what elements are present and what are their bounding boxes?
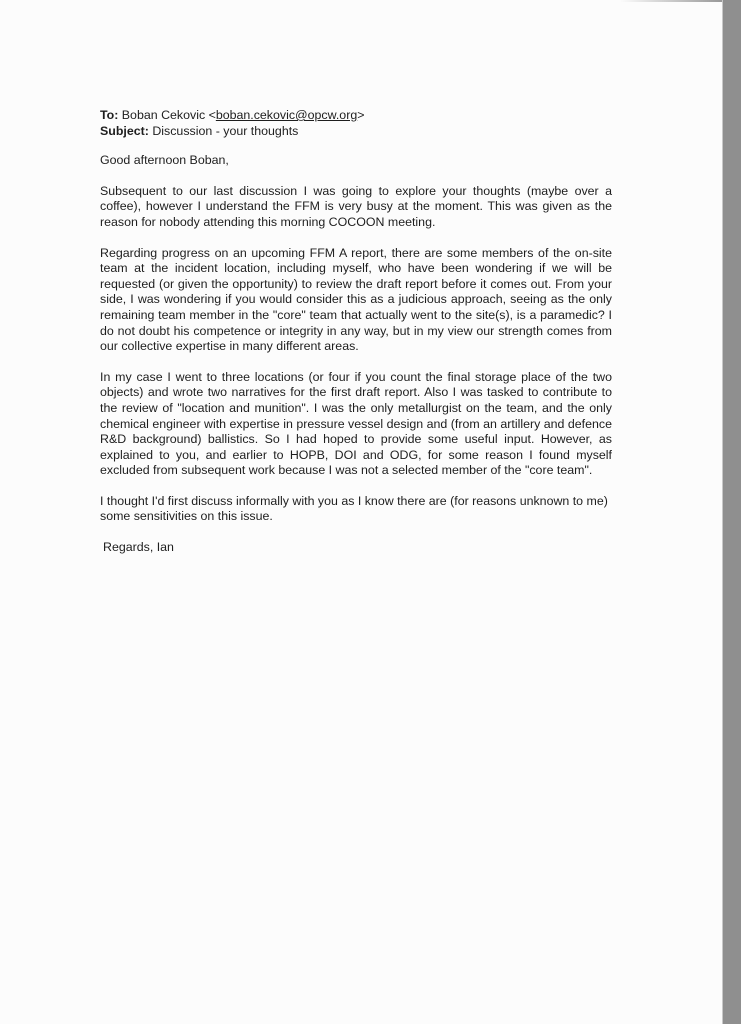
- greeting: Good afternoon Boban,: [100, 153, 229, 168]
- to-line: [100, 108, 612, 124]
- paragraph-2: Regarding progress on an upcoming FFM A report, there are some members of the on-site team at the incident location, including myself, who have been wondering if we will be requested (or given the opportunity) to review the draft report before it comes out. From your side, I was wondering if you would consider this as a judicious approach, seeing as the only remaining team member in the "core" team that actually went to the site(s), is a paramedic? I do not doubt his competence or integrity in any way, but in my view our strength comes from our collective expertise in many different areas.: [100, 245, 612, 354]
- subject-text: Discussion - your thoughts: [152, 123, 299, 138]
- scanner-edge: [722, 0, 741, 1024]
- subject-line: [100, 124, 612, 140]
- signoff: Regards, Ian: [103, 540, 174, 555]
- angle-close: >: [357, 108, 365, 122]
- paragraph-3: In my case I went to three locations (or four if you count the final storage place of the two objects) and wrote two narratives for the first draft report. Also I was tasked to contribute to the review of "location and munition". I was the only metallurgist on the team, and the only chemical engineer with expertise in pressure vessel design and (from an artillery and defence R&D background) ballistics. So I had hoped to provide some useful input. However, as explained to you, and earlier to HOPB, DOI and ODG, for some reason I found myself excluded from subsequent work because I was not a selected member of the "core team".: [100, 369, 612, 478]
- email-letter: [100, 108, 612, 556]
- recipient-name: Boban Cekovic: [121, 108, 206, 122]
- subject-label: Subject:: [100, 123, 149, 138]
- paragraph-4: I thought I'd first discuss informally with you as I know there are (for reasons unknown to me) some sensitivities on this issue.: [100, 493, 608, 524]
- scan-shadow: [620, 0, 722, 2]
- recipient-email-link[interactable]: boban.cekovic@opcw.org: [215, 108, 358, 122]
- paragraph-1: Subsequent to our last discussion I was going to explore your thoughts (maybe over a coffee), however I understand the FFM is very busy at the moment. This was given as the reason for nobody attending this morning COCOON meeting.: [100, 183, 612, 229]
- to-label: To:: [100, 108, 119, 122]
- angle-open: <: [205, 108, 216, 122]
